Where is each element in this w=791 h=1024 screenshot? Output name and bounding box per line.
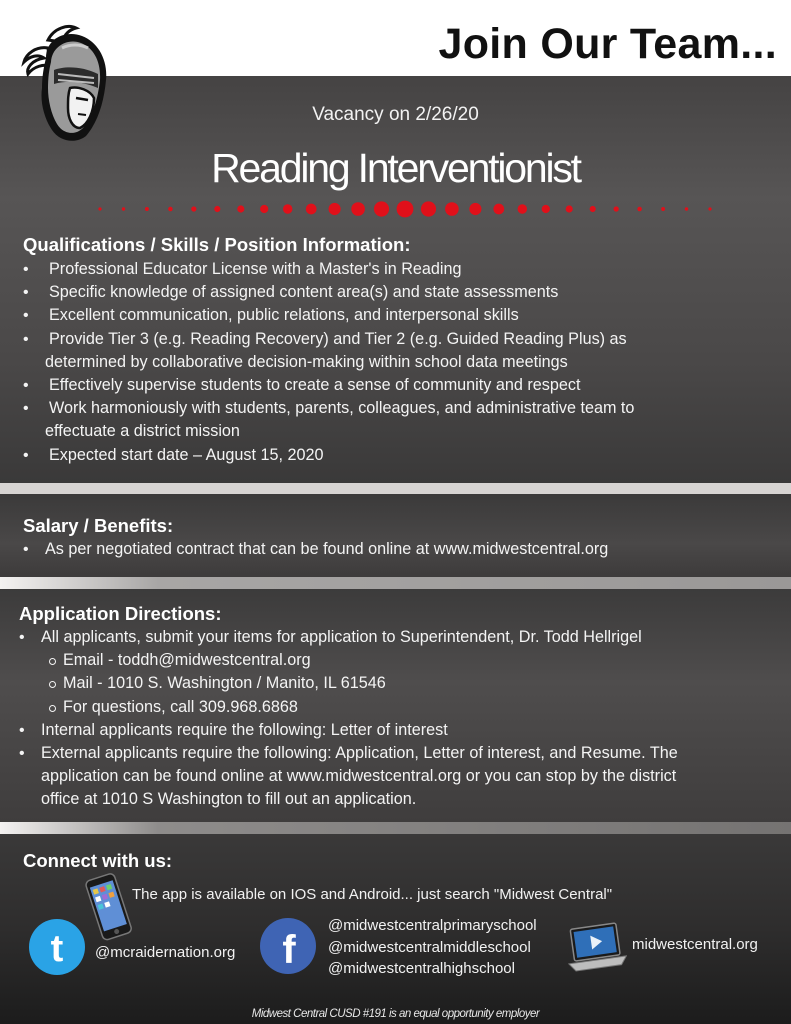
qualifications-list: [23, 258, 745, 467]
application-heading: Application Directions:: [19, 603, 222, 624]
list-item: • As per negotiated contract that can be found online at www.midwestcentral.org: [23, 540, 609, 558]
divider-dot: [98, 207, 101, 210]
svg-text:t: t: [50, 928, 64, 970]
equal-opportunity-note: Midwest Central CUSD #191 is an equal opportunity employer: [251, 1008, 540, 1020]
app-availability-text: The app is available on IOS and Android... just search "Midwest Central": [132, 886, 613, 903]
knight-helmet-icon: [18, 18, 118, 146]
twitter-handle[interactable]: @mcraidernation.org: [95, 944, 236, 961]
divider-dot: [637, 207, 642, 212]
facebook-icon[interactable]: [260, 918, 316, 974]
position-title: Reading Interventionist: [211, 145, 580, 191]
list-item: • Expected start date – August 15, 2020: [23, 445, 324, 464]
list-item: • Work harmoniously with students, parents, colleagues, and administrative team to effectuate a district mission: [23, 399, 635, 441]
list-item: • Effectively supervise students to create a sense of community and respect: [23, 376, 581, 395]
connect-heading: Connect with us:: [23, 850, 173, 871]
list-item: • Specific knowledge of assigned content area(s) and state assessments: [23, 283, 559, 302]
divider-dot: [260, 205, 268, 213]
divider-dot: [708, 207, 711, 210]
divider-dot: [191, 206, 196, 211]
divider-dot: [329, 203, 341, 215]
twitter-icon[interactable]: [29, 919, 85, 975]
list-item: • Professional Educator License with a Master's in Reading: [23, 260, 462, 278]
section-divider: [0, 577, 791, 589]
divider-dot: [542, 205, 550, 213]
divider-dot: [685, 207, 688, 210]
facebook-handle-high[interactable]: @midwestcentralhighschool: [328, 960, 515, 977]
contact-mail: Mail - 1010 S. Washington / Manito, IL 61546: [41, 672, 761, 695]
list-item: • Excellent communication, public relations, and interpersonal skills: [23, 306, 519, 325]
divider-dot: [168, 207, 173, 212]
divider-dot: [145, 207, 149, 211]
divider-dot: [122, 207, 125, 210]
contact-phone: For questions, call 309.968.6868: [41, 696, 761, 719]
list-item: • All applicants, submit your items for application to Superintendent, Dr. Todd Hellrigel Email - toddh@midwestcentral.org Mail - 1010 S. Washington / Manito, IL 61546 For questions, call 309.968.6868: [41, 626, 761, 719]
divider-dot: [469, 203, 481, 215]
divider-dot: [614, 206, 619, 211]
divider-dot: [283, 204, 292, 213]
divider-dot: [374, 201, 389, 216]
divider-dot: [421, 201, 436, 216]
divider-dot: [590, 206, 596, 212]
contact-email: Email - toddh@midwestcentral.org: [41, 649, 761, 672]
divider-dot: [518, 204, 527, 213]
divider-dot: [445, 202, 459, 216]
facebook-handles: [328, 915, 537, 980]
list-item: • Provide Tier 3 (e.g. Reading Recovery) and Tier 2 (e.g. Guided Reading Plus) as determined by collaborative decision-making within school data meetings: [23, 329, 627, 371]
divider-dot: [661, 207, 665, 211]
divider-dot: [397, 201, 414, 218]
application-list: [19, 626, 761, 812]
divider-dot: [566, 205, 573, 212]
divider-dot: [351, 202, 365, 216]
salary-list: [23, 538, 765, 561]
salary-heading: Salary / Benefits:: [23, 515, 174, 536]
svg-text:f: f: [282, 928, 296, 972]
divider-dot: [493, 204, 504, 215]
smartphone-icon: [80, 872, 136, 944]
laptop-icon: [565, 920, 627, 976]
page-title: Join Our Team...: [438, 20, 777, 68]
website-link[interactable]: midwestcentral.org: [632, 936, 758, 953]
section-divider: [0, 483, 791, 494]
divider-dot: [237, 205, 244, 212]
facebook-handle-middle[interactable]: @midwestcentralmiddleschool: [328, 938, 531, 956]
list-item: • Internal applicants require the following: Letter of interest: [19, 720, 448, 739]
contact-sublist: [41, 649, 761, 719]
list-item: • External applicants require the following: Application, Letter of interest, and Resume. The application can be found online at www.midwestcentral.org or you can stop by the district office at 1010 S Washington to fill out an application.: [19, 744, 678, 809]
facebook-handle-primary[interactable]: @midwestcentralprimaryschool: [328, 917, 537, 934]
section-divider: [0, 822, 791, 834]
vacancy-date: Vacancy on 2/26/20: [312, 104, 479, 125]
divider-dot: [214, 206, 220, 212]
qualifications-heading: Qualifications / Skills / Position Information:: [23, 234, 411, 255]
divider-dot: [306, 204, 317, 215]
decorative-dot-divider: [90, 198, 720, 220]
